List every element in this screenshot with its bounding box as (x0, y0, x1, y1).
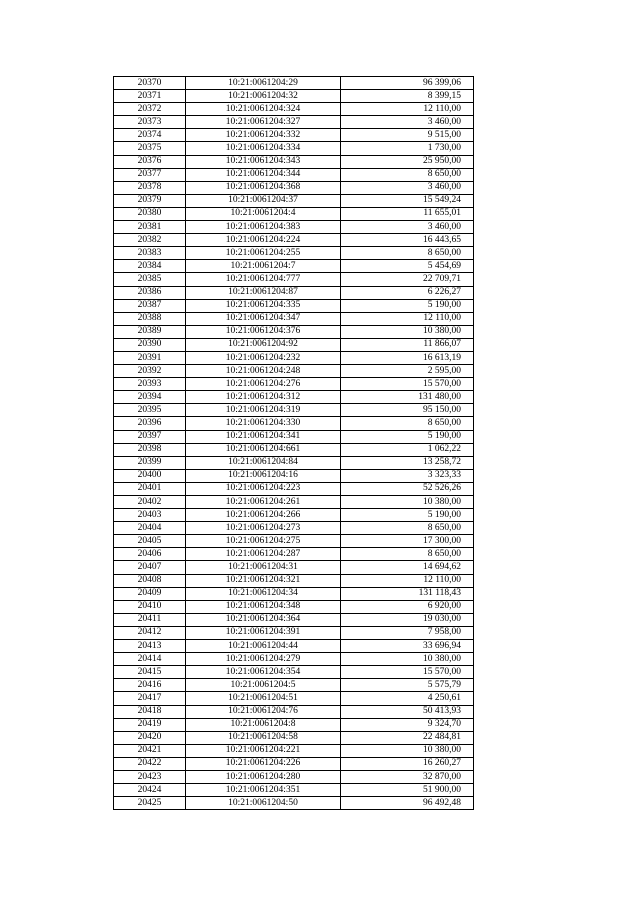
cadastral-number-cell: 10:21:0061204:29 (186, 77, 341, 90)
cadastral-number-cell: 10:21:0061204:248 (186, 365, 341, 378)
table-row (114, 155, 474, 168)
table-row (114, 260, 474, 273)
cadastral-number-cell: 10:21:0061204:334 (186, 142, 341, 155)
amount-cell: 32 870,00 (341, 770, 474, 783)
table-row (114, 404, 474, 417)
cadastral-number-cell: 10:21:0061204:44 (186, 640, 341, 653)
row-number-cell: 20381 (114, 221, 186, 234)
table-row (114, 613, 474, 626)
cadastral-number-cell: 10:21:0061204:332 (186, 129, 341, 142)
row-number-cell: 20379 (114, 194, 186, 207)
row-number-cell: 20380 (114, 207, 186, 220)
table-row (114, 770, 474, 783)
amount-cell: 17 300,00 (341, 535, 474, 548)
row-number-cell: 20415 (114, 666, 186, 679)
row-number-cell: 20406 (114, 548, 186, 561)
amount-cell: 131 480,00 (341, 391, 474, 404)
row-number-cell: 20422 (114, 757, 186, 770)
amount-cell: 13 258,72 (341, 456, 474, 469)
table-row (114, 273, 474, 286)
table-row (114, 640, 474, 653)
cadastral-number-cell: 10:21:0061204:777 (186, 273, 341, 286)
row-number-cell: 20387 (114, 299, 186, 312)
cadastral-number-cell: 10:21:0061204:50 (186, 797, 341, 810)
table-row (114, 705, 474, 718)
amount-cell: 8 650,00 (341, 247, 474, 260)
amount-cell: 5 190,00 (341, 430, 474, 443)
cadastral-number-cell: 10:21:0061204:58 (186, 731, 341, 744)
amount-cell: 22 709,71 (341, 273, 474, 286)
row-number-cell: 20414 (114, 653, 186, 666)
table-row (114, 90, 474, 103)
row-number-cell: 20388 (114, 312, 186, 325)
cadastral-number-cell: 10:21:0061204:92 (186, 338, 341, 351)
row-number-cell: 20390 (114, 338, 186, 351)
amount-cell: 14 694,62 (341, 561, 474, 574)
table-row (114, 168, 474, 181)
row-number-cell: 20393 (114, 378, 186, 391)
ledger-table-body (114, 77, 474, 810)
cadastral-number-cell: 10:21:0061204:287 (186, 548, 341, 561)
table-row (114, 391, 474, 404)
table-row (114, 142, 474, 155)
row-number-cell: 20398 (114, 443, 186, 456)
row-number-cell: 20411 (114, 613, 186, 626)
table-row (114, 443, 474, 456)
table-row (114, 194, 474, 207)
row-number-cell: 20396 (114, 417, 186, 430)
row-number-cell: 20384 (114, 260, 186, 273)
cadastral-number-cell: 10:21:0061204:279 (186, 653, 341, 666)
table-row (114, 718, 474, 731)
amount-cell: 9 324,70 (341, 718, 474, 731)
amount-cell: 22 484,81 (341, 731, 474, 744)
row-number-cell: 20421 (114, 744, 186, 757)
row-number-cell: 20418 (114, 705, 186, 718)
row-number-cell: 20389 (114, 325, 186, 338)
amount-cell: 33 696,94 (341, 640, 474, 653)
cadastral-number-cell: 10:21:0061204:351 (186, 784, 341, 797)
row-number-cell: 20409 (114, 587, 186, 600)
table-row (114, 312, 474, 325)
ledger-table (113, 76, 474, 810)
amount-cell: 16 260,27 (341, 757, 474, 770)
amount-cell: 5 190,00 (341, 299, 474, 312)
cadastral-number-cell: 10:21:0061204:327 (186, 116, 341, 129)
cadastral-number-cell: 10:21:0061204:354 (186, 666, 341, 679)
cadastral-number-cell: 10:21:0061204:37 (186, 194, 341, 207)
cadastral-number-cell: 10:21:0061204:335 (186, 299, 341, 312)
row-number-cell: 20416 (114, 679, 186, 692)
amount-cell: 50 413,93 (341, 705, 474, 718)
table-row (114, 469, 474, 482)
cadastral-number-cell: 10:21:0061204:4 (186, 207, 341, 220)
table-row (114, 626, 474, 639)
amount-cell: 1 730,00 (341, 142, 474, 155)
cadastral-number-cell: 10:21:0061204:7 (186, 260, 341, 273)
cadastral-number-cell: 10:21:0061204:343 (186, 155, 341, 168)
amount-cell: 96 492,48 (341, 797, 474, 810)
table-row (114, 77, 474, 90)
cadastral-number-cell: 10:21:0061204:87 (186, 286, 341, 299)
table-row (114, 482, 474, 495)
table-row (114, 325, 474, 338)
row-number-cell: 20394 (114, 391, 186, 404)
cadastral-number-cell: 10:21:0061204:5 (186, 679, 341, 692)
row-number-cell: 20407 (114, 561, 186, 574)
row-number-cell: 20401 (114, 482, 186, 495)
cadastral-number-cell: 10:21:0061204:224 (186, 234, 341, 247)
table-row (114, 757, 474, 770)
amount-cell: 95 150,00 (341, 404, 474, 417)
cadastral-number-cell: 10:21:0061204:76 (186, 705, 341, 718)
amount-cell: 3 460,00 (341, 116, 474, 129)
table-row (114, 365, 474, 378)
table-row (114, 430, 474, 443)
table-row (114, 731, 474, 744)
cadastral-number-cell: 10:21:0061204:84 (186, 456, 341, 469)
table-row (114, 338, 474, 351)
cadastral-number-cell: 10:21:0061204:341 (186, 430, 341, 443)
amount-cell: 8 650,00 (341, 417, 474, 430)
table-row (114, 234, 474, 247)
cadastral-number-cell: 10:21:0061204:280 (186, 770, 341, 783)
table-row (114, 207, 474, 220)
cadastral-number-cell: 10:21:0061204:344 (186, 168, 341, 181)
amount-cell: 12 110,00 (341, 312, 474, 325)
cadastral-number-cell: 10:21:0061204:34 (186, 587, 341, 600)
table-row (114, 181, 474, 194)
table-row (114, 351, 474, 364)
amount-cell: 1 062,22 (341, 443, 474, 456)
row-number-cell: 20391 (114, 351, 186, 364)
row-number-cell: 20412 (114, 626, 186, 639)
amount-cell: 7 958,00 (341, 626, 474, 639)
amount-cell: 11 866,07 (341, 338, 474, 351)
table-row (114, 116, 474, 129)
table-row (114, 535, 474, 548)
cadastral-number-cell: 10:21:0061204:16 (186, 469, 341, 482)
amount-cell: 10 380,00 (341, 744, 474, 757)
amount-cell: 10 380,00 (341, 496, 474, 509)
row-number-cell: 20375 (114, 142, 186, 155)
table-row (114, 247, 474, 260)
amount-cell: 131 118,43 (341, 587, 474, 600)
row-number-cell: 20372 (114, 103, 186, 116)
cadastral-number-cell: 10:21:0061204:376 (186, 325, 341, 338)
amount-cell: 6 920,00 (341, 600, 474, 613)
row-number-cell: 20382 (114, 234, 186, 247)
cadastral-number-cell: 10:21:0061204:321 (186, 574, 341, 587)
table-row (114, 679, 474, 692)
cadastral-number-cell: 10:21:0061204:324 (186, 103, 341, 116)
amount-cell: 2 595,00 (341, 365, 474, 378)
table-row (114, 797, 474, 810)
table-row (114, 378, 474, 391)
table-row (114, 221, 474, 234)
amount-cell: 10 380,00 (341, 653, 474, 666)
amount-cell: 16 613,19 (341, 351, 474, 364)
cadastral-number-cell: 10:21:0061204:661 (186, 443, 341, 456)
table-row (114, 417, 474, 430)
cadastral-number-cell: 10:21:0061204:31 (186, 561, 341, 574)
amount-cell: 8 650,00 (341, 522, 474, 535)
amount-cell: 15 570,00 (341, 378, 474, 391)
amount-cell: 4 250,61 (341, 692, 474, 705)
table-row (114, 522, 474, 535)
cadastral-number-cell: 10:21:0061204:383 (186, 221, 341, 234)
cadastral-number-cell: 10:21:0061204:275 (186, 535, 341, 548)
table-row (114, 299, 474, 312)
amount-cell: 3 323,33 (341, 469, 474, 482)
cadastral-number-cell: 10:21:0061204:223 (186, 482, 341, 495)
amount-cell: 19 030,00 (341, 613, 474, 626)
row-number-cell: 20404 (114, 522, 186, 535)
amount-cell: 6 226,27 (341, 286, 474, 299)
cadastral-number-cell: 10:21:0061204:226 (186, 757, 341, 770)
amount-cell: 11 655,01 (341, 207, 474, 220)
cadastral-number-cell: 10:21:0061204:273 (186, 522, 341, 535)
cadastral-number-cell: 10:21:0061204:348 (186, 600, 341, 613)
cadastral-number-cell: 10:21:0061204:51 (186, 692, 341, 705)
amount-cell: 16 443,65 (341, 234, 474, 247)
amount-cell: 5 575,79 (341, 679, 474, 692)
row-number-cell: 20399 (114, 456, 186, 469)
table-row (114, 456, 474, 469)
amount-cell: 10 380,00 (341, 325, 474, 338)
amount-cell: 5 454,69 (341, 260, 474, 273)
table-row (114, 666, 474, 679)
row-number-cell: 20423 (114, 770, 186, 783)
cadastral-number-cell: 10:21:0061204:364 (186, 613, 341, 626)
row-number-cell: 20424 (114, 784, 186, 797)
cadastral-number-cell: 10:21:0061204:266 (186, 509, 341, 522)
amount-cell: 12 110,00 (341, 574, 474, 587)
row-number-cell: 20386 (114, 286, 186, 299)
table-row (114, 103, 474, 116)
cadastral-number-cell: 10:21:0061204:391 (186, 626, 341, 639)
table-row (114, 574, 474, 587)
amount-cell: 3 460,00 (341, 181, 474, 194)
amount-cell: 3 460,00 (341, 221, 474, 234)
row-number-cell: 20395 (114, 404, 186, 417)
row-number-cell: 20425 (114, 797, 186, 810)
table-row (114, 587, 474, 600)
table-row (114, 744, 474, 757)
cadastral-number-cell: 10:21:0061204:368 (186, 181, 341, 194)
cadastral-number-cell: 10:21:0061204:347 (186, 312, 341, 325)
row-number-cell: 20376 (114, 155, 186, 168)
amount-cell: 5 190,00 (341, 509, 474, 522)
row-number-cell: 20383 (114, 247, 186, 260)
amount-cell: 8 399,15 (341, 90, 474, 103)
row-number-cell: 20403 (114, 509, 186, 522)
amount-cell: 15 570,00 (341, 666, 474, 679)
table-row (114, 286, 474, 299)
amount-cell: 8 650,00 (341, 548, 474, 561)
row-number-cell: 20397 (114, 430, 186, 443)
cadastral-number-cell: 10:21:0061204:255 (186, 247, 341, 260)
table-row (114, 600, 474, 613)
row-number-cell: 20374 (114, 129, 186, 142)
amount-cell: 25 950,00 (341, 155, 474, 168)
amount-cell: 96 399,06 (341, 77, 474, 90)
cadastral-number-cell: 10:21:0061204:232 (186, 351, 341, 364)
cadastral-number-cell: 10:21:0061204:221 (186, 744, 341, 757)
amount-cell: 12 110,00 (341, 103, 474, 116)
table-row (114, 653, 474, 666)
cadastral-number-cell: 10:21:0061204:32 (186, 90, 341, 103)
row-number-cell: 20402 (114, 496, 186, 509)
table-row (114, 509, 474, 522)
row-number-cell: 20417 (114, 692, 186, 705)
row-number-cell: 20420 (114, 731, 186, 744)
cadastral-number-cell: 10:21:0061204:261 (186, 496, 341, 509)
row-number-cell: 20371 (114, 90, 186, 103)
cadastral-number-cell: 10:21:0061204:8 (186, 718, 341, 731)
amount-cell: 9 515,00 (341, 129, 474, 142)
amount-cell: 52 526,26 (341, 482, 474, 495)
row-number-cell: 20410 (114, 600, 186, 613)
table-row (114, 496, 474, 509)
row-number-cell: 20405 (114, 535, 186, 548)
row-number-cell: 20419 (114, 718, 186, 731)
amount-cell: 51 900,00 (341, 784, 474, 797)
cadastral-number-cell: 10:21:0061204:276 (186, 378, 341, 391)
row-number-cell: 20385 (114, 273, 186, 286)
cadastral-number-cell: 10:21:0061204:319 (186, 404, 341, 417)
table-row (114, 692, 474, 705)
row-number-cell: 20377 (114, 168, 186, 181)
amount-cell: 8 650,00 (341, 168, 474, 181)
table-row (114, 548, 474, 561)
row-number-cell: 20370 (114, 77, 186, 90)
cadastral-number-cell: 10:21:0061204:330 (186, 417, 341, 430)
table-row (114, 561, 474, 574)
table-row (114, 784, 474, 797)
cadastral-number-cell: 10:21:0061204:312 (186, 391, 341, 404)
row-number-cell: 20413 (114, 640, 186, 653)
row-number-cell: 20373 (114, 116, 186, 129)
table-row (114, 129, 474, 142)
row-number-cell: 20392 (114, 365, 186, 378)
amount-cell: 15 549,24 (341, 194, 474, 207)
row-number-cell: 20378 (114, 181, 186, 194)
row-number-cell: 20408 (114, 574, 186, 587)
row-number-cell: 20400 (114, 469, 186, 482)
